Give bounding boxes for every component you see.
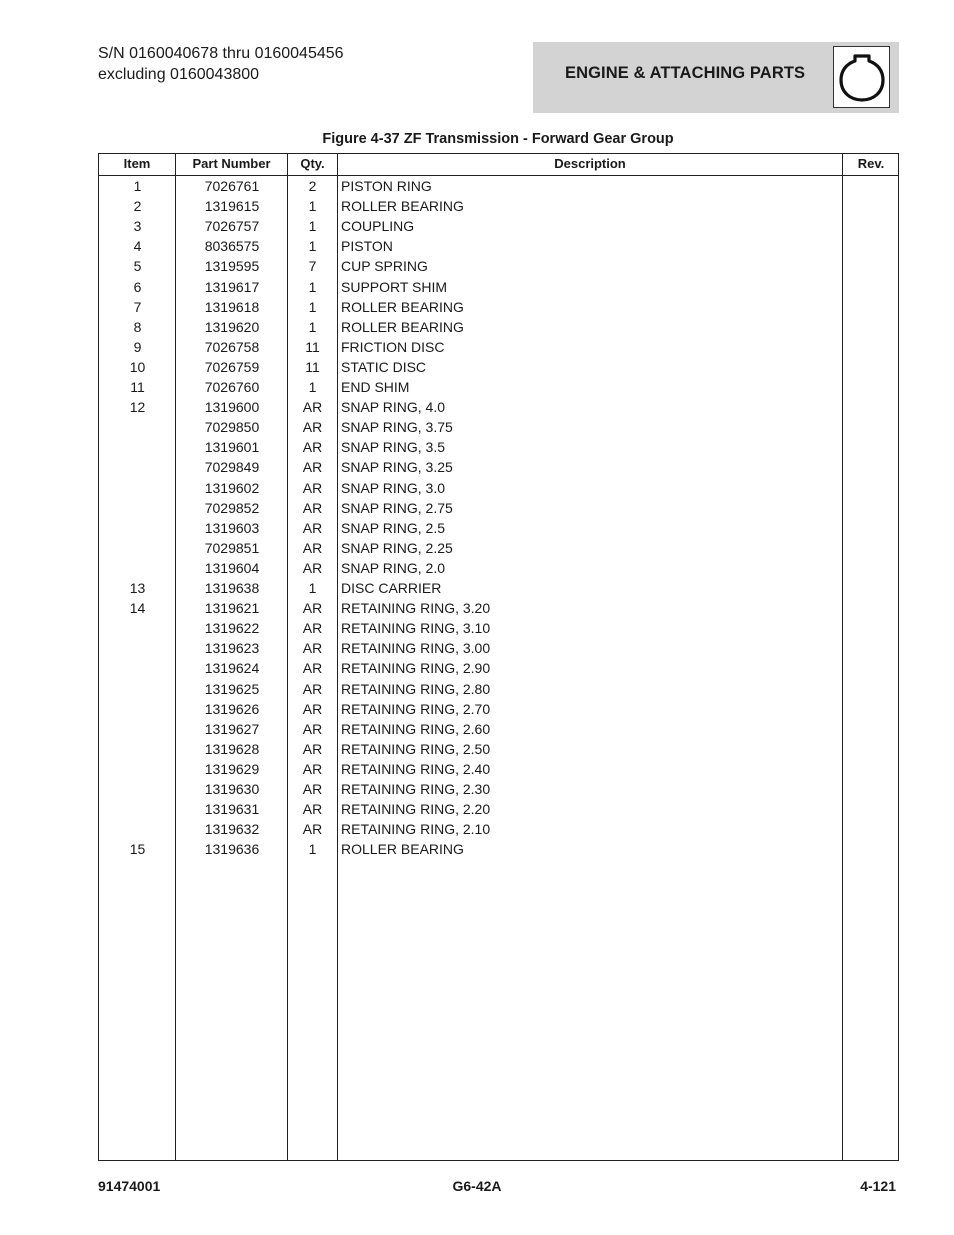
- row-description: RETAINING RING, 2.90: [341, 660, 491, 677]
- row-item: 5: [133, 258, 142, 275]
- row-description: END SHIM: [341, 379, 410, 395]
- row-part-number: 1319627: [204, 720, 260, 737]
- row-description: COUPLING: [341, 218, 415, 235]
- row-qty: AR: [302, 821, 323, 838]
- row-part-number: 1319631: [204, 801, 260, 818]
- row-part-number: 1319620: [204, 318, 260, 335]
- table-row: [99, 759, 898, 779]
- row-description: RETAINING RING, 2.80: [341, 680, 491, 697]
- row-part-number: 7029850: [204, 419, 260, 436]
- header-qty: Qty.: [300, 156, 325, 171]
- row-item: 3: [133, 218, 142, 235]
- row-part-number: 7026758: [204, 338, 260, 355]
- row-description: RETAINING RING, 3.20: [341, 600, 491, 617]
- row-item: 13: [129, 580, 146, 596]
- row-qty: AR: [302, 660, 323, 677]
- row-part-number: 1319638: [204, 580, 260, 596]
- row-item: 14: [129, 600, 146, 617]
- table-row: [99, 176, 898, 196]
- row-qty: 1: [308, 198, 317, 215]
- row-qty: AR: [302, 781, 323, 797]
- row-description: SNAP RING, 3.0: [341, 479, 446, 496]
- row-description: SUPPORT SHIM: [341, 278, 448, 295]
- table-row: [99, 478, 898, 498]
- row-description: ROLLER BEARING: [341, 198, 464, 215]
- table-row: [99, 638, 898, 658]
- row-description: SNAP RING, 2.5: [341, 519, 446, 536]
- row-part-number: 1319621: [204, 600, 260, 617]
- table-row: [99, 819, 898, 839]
- footer-page-number: 4-121: [860, 1178, 896, 1194]
- row-item: 8: [133, 318, 142, 335]
- row-description: FRICTION DISC: [341, 338, 445, 355]
- figure-title: Figure 4-37 ZF Transmission - Forward Gear Group: [322, 131, 674, 147]
- row-item: 7: [133, 298, 142, 315]
- row-description: SNAP RING, 3.75: [341, 419, 453, 436]
- row-item: 9: [133, 338, 142, 355]
- table-row: [99, 699, 898, 719]
- row-part-number: 7026759: [204, 358, 260, 375]
- row-qty: 1: [308, 238, 317, 255]
- table-row: [99, 417, 898, 437]
- row-qty: AR: [302, 600, 323, 617]
- section-title: ENGINE & ATTACHING PARTS: [565, 64, 806, 82]
- row-qty: AR: [302, 700, 323, 717]
- row-description: SNAP RING, 2.75: [341, 499, 453, 516]
- row-qty: 1: [308, 298, 317, 315]
- table-row: [99, 739, 898, 759]
- row-description: RETAINING RING, 2.10: [341, 821, 491, 838]
- row-qty: 1: [308, 841, 317, 858]
- header-item: Item: [123, 156, 151, 171]
- row-qty: AR: [302, 439, 323, 456]
- row-description: ROLLER BEARING: [341, 318, 464, 335]
- table-row: [99, 437, 898, 457]
- row-qty: AR: [302, 499, 323, 516]
- footer-model: G6-42A: [452, 1178, 502, 1194]
- table-row: [99, 196, 898, 216]
- row-qty: AR: [302, 459, 323, 476]
- parts-table: [98, 153, 899, 1161]
- row-part-number: 1319632: [204, 821, 260, 838]
- header-description: Description: [554, 156, 626, 171]
- row-part-number: 7029851: [204, 539, 260, 556]
- row-description: RETAINING RING, 3.10: [341, 620, 491, 637]
- table-row: [99, 799, 898, 819]
- row-qty: AR: [302, 760, 323, 777]
- row-part-number: 1319602: [204, 479, 260, 496]
- row-qty: AR: [302, 801, 323, 818]
- row-qty: 2: [308, 178, 317, 194]
- header-part-number: Part Number: [192, 156, 271, 171]
- row-qty: AR: [302, 620, 323, 637]
- table-row: [99, 397, 898, 417]
- row-item: 12: [129, 399, 146, 416]
- row-description: STATIC DISC: [341, 358, 427, 375]
- row-part-number: 1319604: [204, 559, 260, 576]
- footer-document-number: 91474001: [98, 1178, 161, 1194]
- row-description: DISC CARRIER: [341, 580, 442, 596]
- row-item: 10: [129, 358, 146, 375]
- row-item: 15: [129, 841, 146, 858]
- row-description: ROLLER BEARING: [341, 298, 464, 315]
- row-item: 1: [133, 178, 142, 194]
- row-item: 2: [133, 198, 142, 215]
- row-description: RETAINING RING, 2.70: [341, 700, 491, 717]
- row-part-number: 1319628: [204, 740, 260, 757]
- row-description: SNAP RING, 2.0: [341, 559, 446, 576]
- row-part-number: 1319617: [204, 278, 260, 295]
- row-part-number: 7026760: [204, 379, 260, 395]
- row-part-number: 1319615: [204, 198, 260, 215]
- row-part-number: 1319636: [204, 841, 260, 858]
- row-item: 6: [133, 278, 142, 295]
- row-qty: 1: [308, 218, 317, 235]
- table-row: [99, 236, 898, 256]
- table-row: [99, 337, 898, 357]
- row-part-number: 7029849: [204, 459, 260, 476]
- table-row: [99, 457, 898, 477]
- row-part-number: 1319630: [204, 781, 260, 797]
- table-row: [99, 297, 898, 317]
- row-description: PISTON: [341, 238, 393, 255]
- table-row: [99, 558, 898, 578]
- row-part-number: 1319625: [204, 680, 260, 697]
- table-row: [99, 256, 898, 276]
- row-part-number: 1319600: [204, 399, 260, 416]
- table-row: [99, 216, 898, 236]
- row-part-number: 1319623: [204, 640, 260, 657]
- row-qty: AR: [302, 419, 323, 436]
- row-qty: 1: [308, 379, 317, 395]
- row-description: RETAINING RING, 2.30: [341, 781, 491, 797]
- row-part-number: 7029852: [204, 499, 260, 516]
- table-row: [99, 779, 898, 799]
- row-part-number: 1319595: [204, 258, 260, 275]
- row-qty: 1: [308, 580, 317, 596]
- row-part-number: 1319624: [204, 660, 260, 677]
- row-qty: 7: [308, 258, 317, 275]
- serial-range-line: S/N 0160040678 thru 0160045456: [98, 45, 344, 62]
- section-banner: [533, 42, 899, 113]
- row-part-number: 1319601: [204, 439, 260, 456]
- table-row: [99, 578, 898, 598]
- serial-exclusion-line: excluding 0160043800: [98, 66, 260, 83]
- row-description: RETAINING RING, 2.60: [341, 720, 491, 737]
- row-description: RETAINING RING, 3.00: [341, 640, 491, 657]
- table-row: [99, 317, 898, 337]
- row-qty: AR: [302, 399, 323, 416]
- table-row: [99, 839, 898, 859]
- row-qty: AR: [302, 519, 323, 536]
- row-qty: AR: [302, 720, 323, 737]
- engine-icon: [833, 46, 890, 108]
- table-row: [99, 598, 898, 618]
- table-row: [99, 277, 898, 297]
- row-description: PISTON RING: [341, 178, 432, 194]
- table-row: [99, 538, 898, 558]
- row-description: RETAINING RING, 2.50: [341, 740, 491, 757]
- table-row: [99, 377, 898, 397]
- row-description: SNAP RING, 3.25: [341, 459, 453, 476]
- row-description: ROLLER BEARING: [341, 841, 464, 858]
- header-rev: Rev.: [857, 156, 885, 171]
- row-part-number: 7026761: [204, 178, 260, 194]
- row-description: SNAP RING, 2.25: [341, 539, 453, 556]
- table-row: [99, 719, 898, 739]
- row-description: CUP SPRING: [341, 258, 428, 275]
- table-row: [99, 498, 898, 518]
- row-item: 11: [130, 379, 145, 395]
- row-qty: 1: [308, 318, 317, 335]
- row-part-number: 8036575: [204, 238, 260, 255]
- table-row: [99, 357, 898, 377]
- row-part-number: 1319618: [204, 298, 260, 315]
- row-qty: AR: [302, 640, 323, 657]
- row-qty: AR: [302, 559, 323, 576]
- row-qty: 11: [305, 358, 320, 375]
- row-qty: AR: [302, 680, 323, 697]
- table-row: [99, 658, 898, 678]
- row-part-number: 1319622: [204, 620, 260, 637]
- row-qty: 11: [305, 338, 320, 355]
- row-item: 4: [133, 238, 142, 255]
- row-part-number: 1319629: [204, 760, 260, 777]
- table-row: [99, 518, 898, 538]
- row-description: RETAINING RING, 2.20: [341, 801, 491, 818]
- row-qty: AR: [302, 740, 323, 757]
- row-qty: AR: [302, 539, 323, 556]
- serial-number-range: [98, 43, 344, 85]
- row-qty: AR: [302, 479, 323, 496]
- row-qty: 1: [308, 278, 317, 295]
- row-description: RETAINING RING, 2.40: [341, 760, 491, 777]
- row-part-number: 1319626: [204, 700, 260, 717]
- row-description: SNAP RING, 3.5: [341, 439, 446, 456]
- table-row: [99, 618, 898, 638]
- table-row: [99, 679, 898, 699]
- row-part-number: 7026757: [204, 218, 260, 235]
- row-part-number: 1319603: [204, 519, 260, 536]
- row-description: SNAP RING, 4.0: [341, 399, 446, 416]
